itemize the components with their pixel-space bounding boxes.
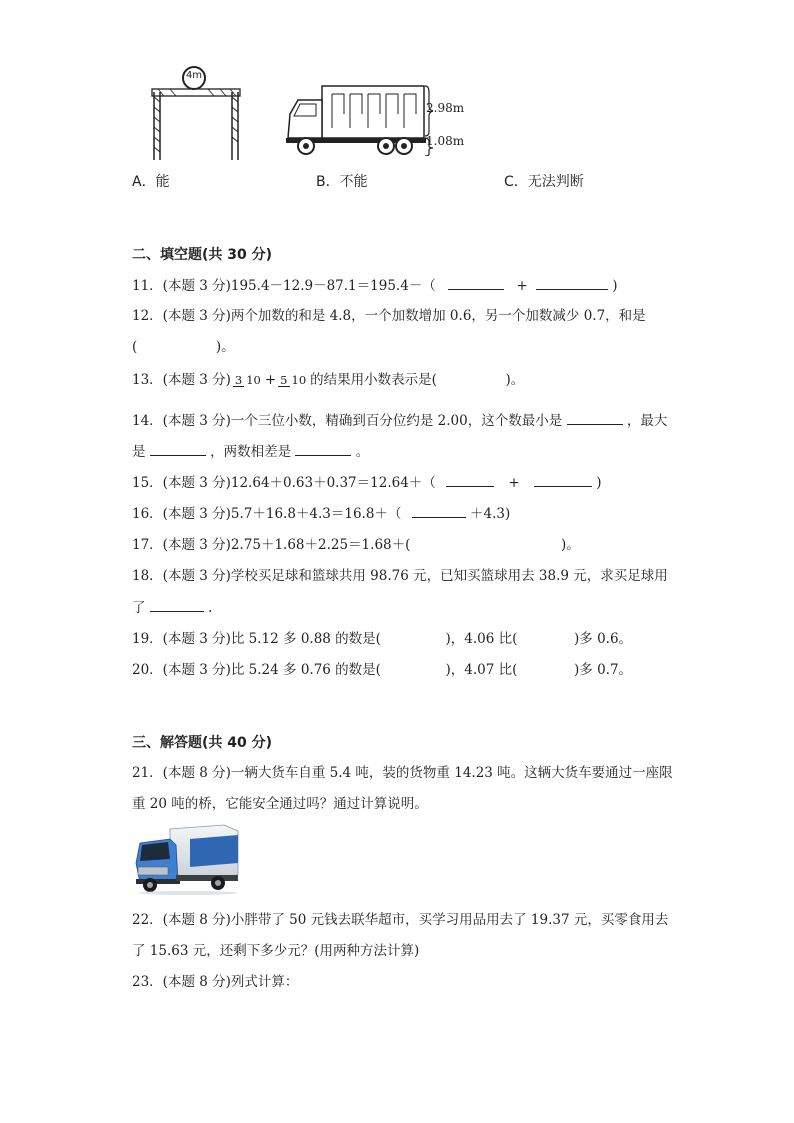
question-11 — [132, 275, 618, 296]
q11-blank-2[interactable] — [536, 275, 608, 290]
question-14-line-2 — [132, 441, 369, 462]
q14-line2a: 是 — [132, 444, 146, 460]
q14-line1a: 14．(本题 3 分)一个三位小数，精确到百分位约是 2.00，这个数最小是 — [132, 413, 563, 429]
truck-dimension-figure — [284, 84, 484, 156]
question-18-line-1 — [132, 566, 668, 586]
question-13 — [132, 366, 524, 394]
q11-plus: + — [516, 278, 528, 294]
q23-line1: 23．(本题 8 分)列式计算： — [132, 974, 299, 990]
q20-c: )多 0.7。 — [574, 662, 633, 678]
q20-b: )，4.07 比( — [445, 662, 518, 678]
q21-line1: 21．(本题 8 分)一辆大货车自重 5.4 吨，装的货物重 14.23 吨。这辆大货车要通过一座限 — [132, 765, 673, 781]
q13-prefix: 13．(本题 3 分) — [132, 372, 231, 388]
option-a: A．能 — [132, 174, 170, 190]
truck-top-dimension: 2.98m — [426, 101, 465, 115]
question-22-line-1 — [132, 910, 668, 930]
q16-prefix: 16．(本题 3 分)5.7＋16.8＋4.3＝16.8＋（ — [132, 506, 402, 522]
q20-a: 20．(本题 3 分)比 5.24 多 0.76 的数是( — [132, 662, 381, 678]
q15-blank-2[interactable] — [534, 472, 592, 487]
q12-open: ( — [132, 339, 138, 355]
q19-a: 19．(本题 3 分)比 5.12 多 0.88 的数是( — [132, 631, 381, 647]
question-12-line-2 — [132, 337, 235, 357]
q16-suffix: ＋4.3) — [470, 506, 511, 522]
height-limit-sign-text: 4m — [185, 70, 203, 81]
q13-fraction-2: 5 10 — [280, 373, 307, 387]
question-22-line-2 — [132, 941, 419, 961]
q12-close: )。 — [215, 339, 235, 355]
question-15 — [132, 472, 602, 493]
q17-close: )。 — [560, 537, 580, 553]
q15-plus: + — [508, 475, 520, 491]
q13-close: )。 — [505, 372, 525, 388]
q14-line1b: ，最大 — [626, 413, 668, 429]
q14-blank-min[interactable] — [567, 410, 623, 425]
box-truck-icon — [284, 84, 429, 156]
question-21-line-1 — [132, 763, 673, 783]
q18-blank[interactable] — [150, 597, 204, 612]
q22-line2: 了 15.63 元，还剩下多少元？(用两种方法计算) — [132, 943, 420, 959]
q11-close: ) — [612, 278, 618, 294]
question-19 — [132, 629, 632, 649]
q17-prefix: 17．(本题 3 分)2.75＋1.68＋2.25＝1.68＋( — [132, 537, 411, 553]
q15-blank-1[interactable] — [446, 472, 494, 487]
q18-line2a: 了 — [132, 600, 146, 616]
section-2-title: 二、填空题(共 30 分) — [132, 247, 273, 263]
q14-line2c: 。 — [355, 444, 370, 460]
q12-text: 12．(本题 3 分)两个加数的和是 4.8，一个加数增加 0.6，另一个加数减少 0.7，和是 — [132, 308, 646, 324]
q19-c: )多 0.6。 — [574, 631, 633, 647]
question-23-line-1 — [132, 972, 298, 992]
blue-truck-illustration — [132, 823, 240, 895]
question-12-line-1 — [132, 306, 646, 326]
q11-prefix: 11．(本题 3 分)195.4－12.9－87.1＝195.4－（ — [132, 278, 436, 294]
q19-b: )，4.06 比( — [445, 631, 518, 647]
q16-blank[interactable] — [412, 503, 466, 518]
option-b: B．不能 — [316, 174, 368, 190]
q13-suffix: 的结果用小数表示是( — [310, 372, 437, 388]
q13-plus: + — [264, 372, 277, 388]
question-16 — [132, 503, 510, 524]
truck-bottom-dimension: 1.08m — [426, 134, 465, 148]
question-18-line-2 — [132, 597, 212, 618]
q14-blank-diff[interactable] — [295, 441, 351, 456]
q14-blank-max[interactable] — [150, 441, 206, 456]
q18-text: 18．(本题 3 分)学校买足球和篮球共用 98.76 元，已知买篮球用去 38.9 元，求买足球用 — [132, 568, 668, 584]
q14-line2b: ，两数相差是 — [210, 444, 292, 460]
question-14-line-1 — [132, 410, 667, 431]
q18-line2b: . — [208, 600, 213, 616]
option-c: C．无法判断 — [504, 174, 584, 190]
section-3-title: 三、解答题(共 40 分) — [132, 735, 273, 751]
q15-prefix: 15．(本题 3 分)12.64＋0.63＋0.37＝12.64＋（ — [132, 475, 436, 491]
question-17 — [132, 535, 580, 555]
q13-fraction-1: 3 10 — [234, 373, 261, 387]
question-20 — [132, 660, 632, 680]
question-21-line-2 — [132, 794, 428, 814]
q22-line1: 22．(本题 8 分)小胖带了 50 元钱去联华超市，买学习用品用去了 19.37 元，买零食用去 — [132, 912, 669, 928]
q11-blank-1[interactable] — [448, 275, 504, 290]
height-limit-gate-figure — [148, 62, 248, 162]
blue-truck-icon — [132, 823, 240, 895]
q21-line2: 重 20 吨的桥，它能安全通过吗？通过计算说明。 — [132, 796, 428, 812]
q15-close: ) — [596, 475, 602, 491]
